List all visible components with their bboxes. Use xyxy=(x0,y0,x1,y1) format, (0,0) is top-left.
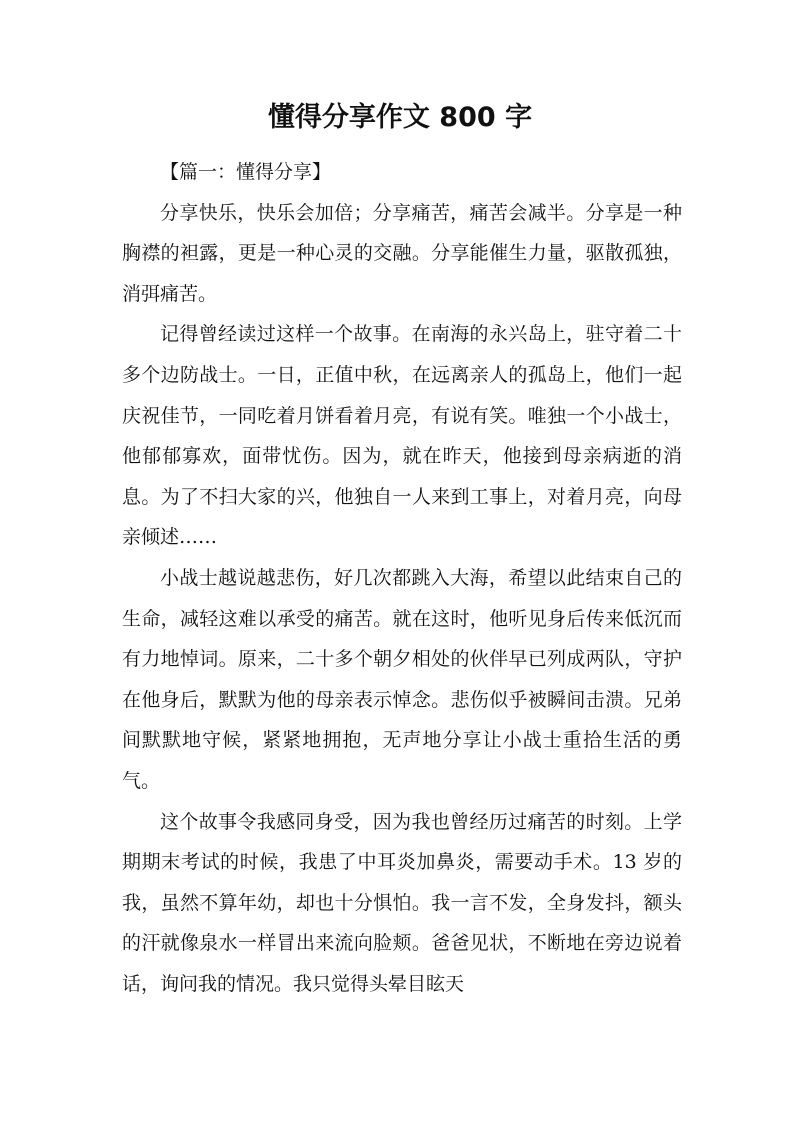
paragraph: 这个故事令我感同身受，因为我也曾经历过痛苦的时刻。上学期期末考试的时候，我患了中耳炎加鼻炎，需要动手术。13 岁的我，虽然不算年幼，却也十分惧怕。我一言不发，全身发抖，额头的汗就像泉水一样冒出来流向脸颊。爸爸见状，不断地在旁边说着话，询问我的情况。我只觉得头晕目眩天 xyxy=(122,810,682,995)
paragraph: 小战士越说越悲伤，好几次都跳入大海，希望以此结束自己的生命，减轻这难以承受的痛苦。就在这时，他听见身后传来低沉而有力地悼词。原来，二十多个朝夕相处的伙伴早已列成两队，守护在他身后，默默为他的母亲表示悼念。悲伤似乎被瞬间击溃。兄弟间默默地守候，紧紧地拥抱，无声地分享让小战士重拾生活的勇气。 xyxy=(122,566,682,792)
document-title: 懂得分享作文 800 字 xyxy=(267,102,533,133)
document-body xyxy=(122,152,682,1004)
paragraph: 分享快乐，快乐会加倍；分享痛苦，痛苦会减半。分享是一种胸襟的袒露，更是一种心灵的交融。分享能催生力量，驱散孤独，消弭痛苦。 xyxy=(122,201,682,305)
section-heading: 【篇一：懂得分享】 xyxy=(160,161,332,183)
paragraph: 记得曾经读过这样一个故事。在南海的永兴岛上，驻守着二十多个边防战士。一日，正值中秋，在远离亲人的孤岛上，他们一起庆祝佳节，一同吃着月饼看着月亮，有说有笑。唯独一个小战士，他郁郁寡欢，面带忧伤。因为，就在昨天，他接到母亲病逝的消息。为了不扫大家的兴，他独自一人来到工事上，对着月亮，向母亲倾述…… xyxy=(122,323,682,549)
